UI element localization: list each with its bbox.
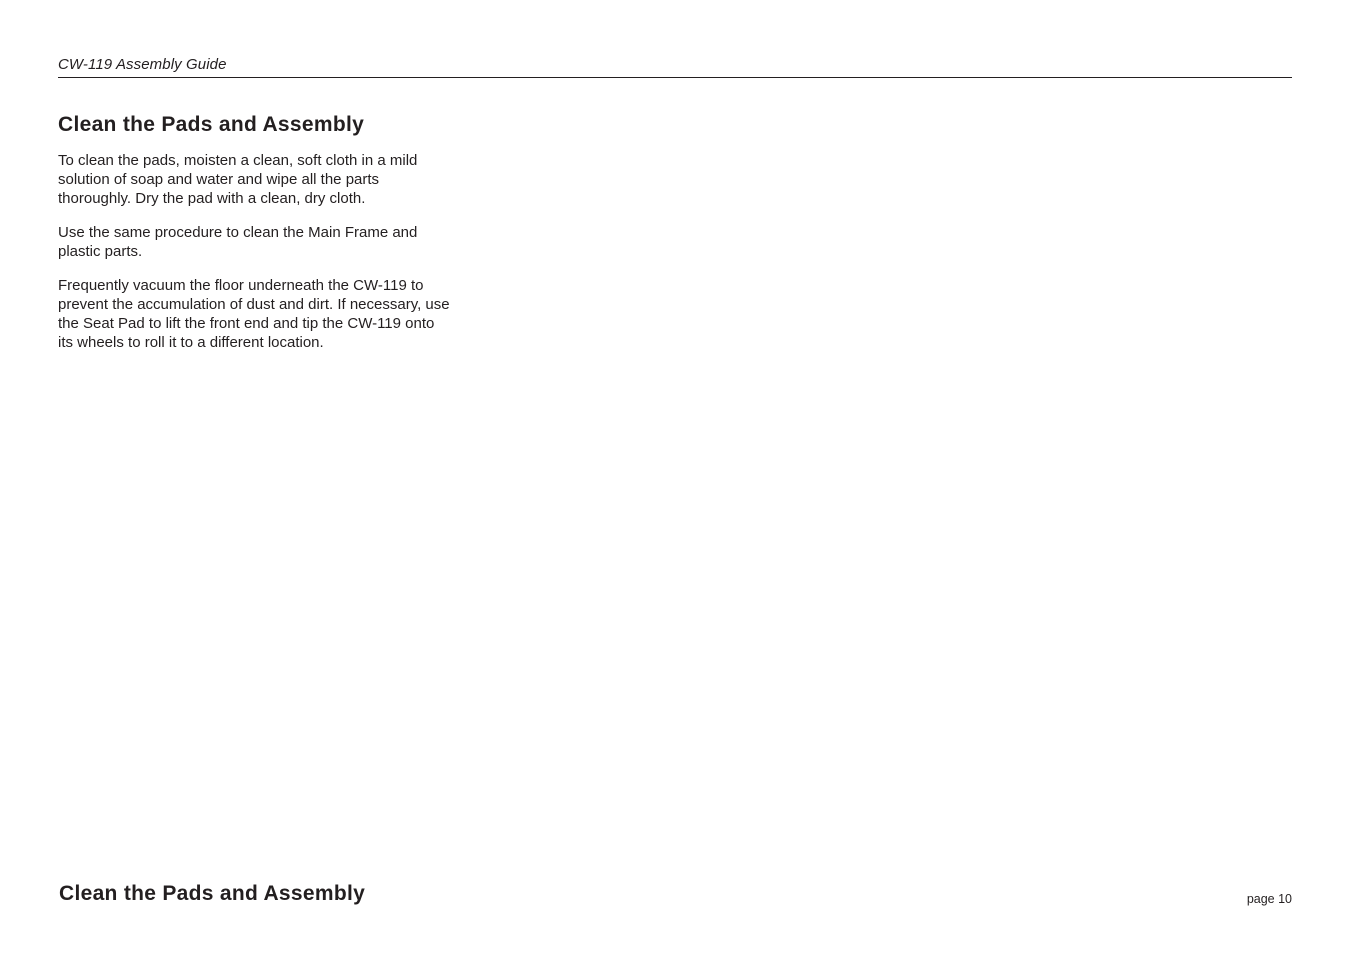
page-number: page 10: [1246, 892, 1292, 906]
footer-section-title: Clean the Pads and Assembly: [59, 882, 366, 905]
paragraph-vacuum-floor: Frequently vacuum the floor underneath the CW-119 to prevent the accumulation of dust and dirt. If necessary, use the Seat Pad to lift the front end and tip the CW-119 onto its wheels to roll it to a different location.: [58, 277, 450, 351]
section-heading: Clean the Pads and Assembly: [58, 113, 365, 136]
running-header: [58, 56, 1292, 78]
paragraph-cleaning-pads: To clean the pads, moisten a clean, soft cloth in a mild solution of soap and water and wipe all the parts thoroughly. Dry the pad with a clean, dry cloth.: [58, 152, 418, 207]
document-title: CW-119 Assembly Guide: [58, 56, 227, 73]
content-section: [58, 111, 458, 367]
paragraph-same-procedure: Use the same procedure to clean the Main Frame and plastic parts.: [58, 224, 418, 260]
